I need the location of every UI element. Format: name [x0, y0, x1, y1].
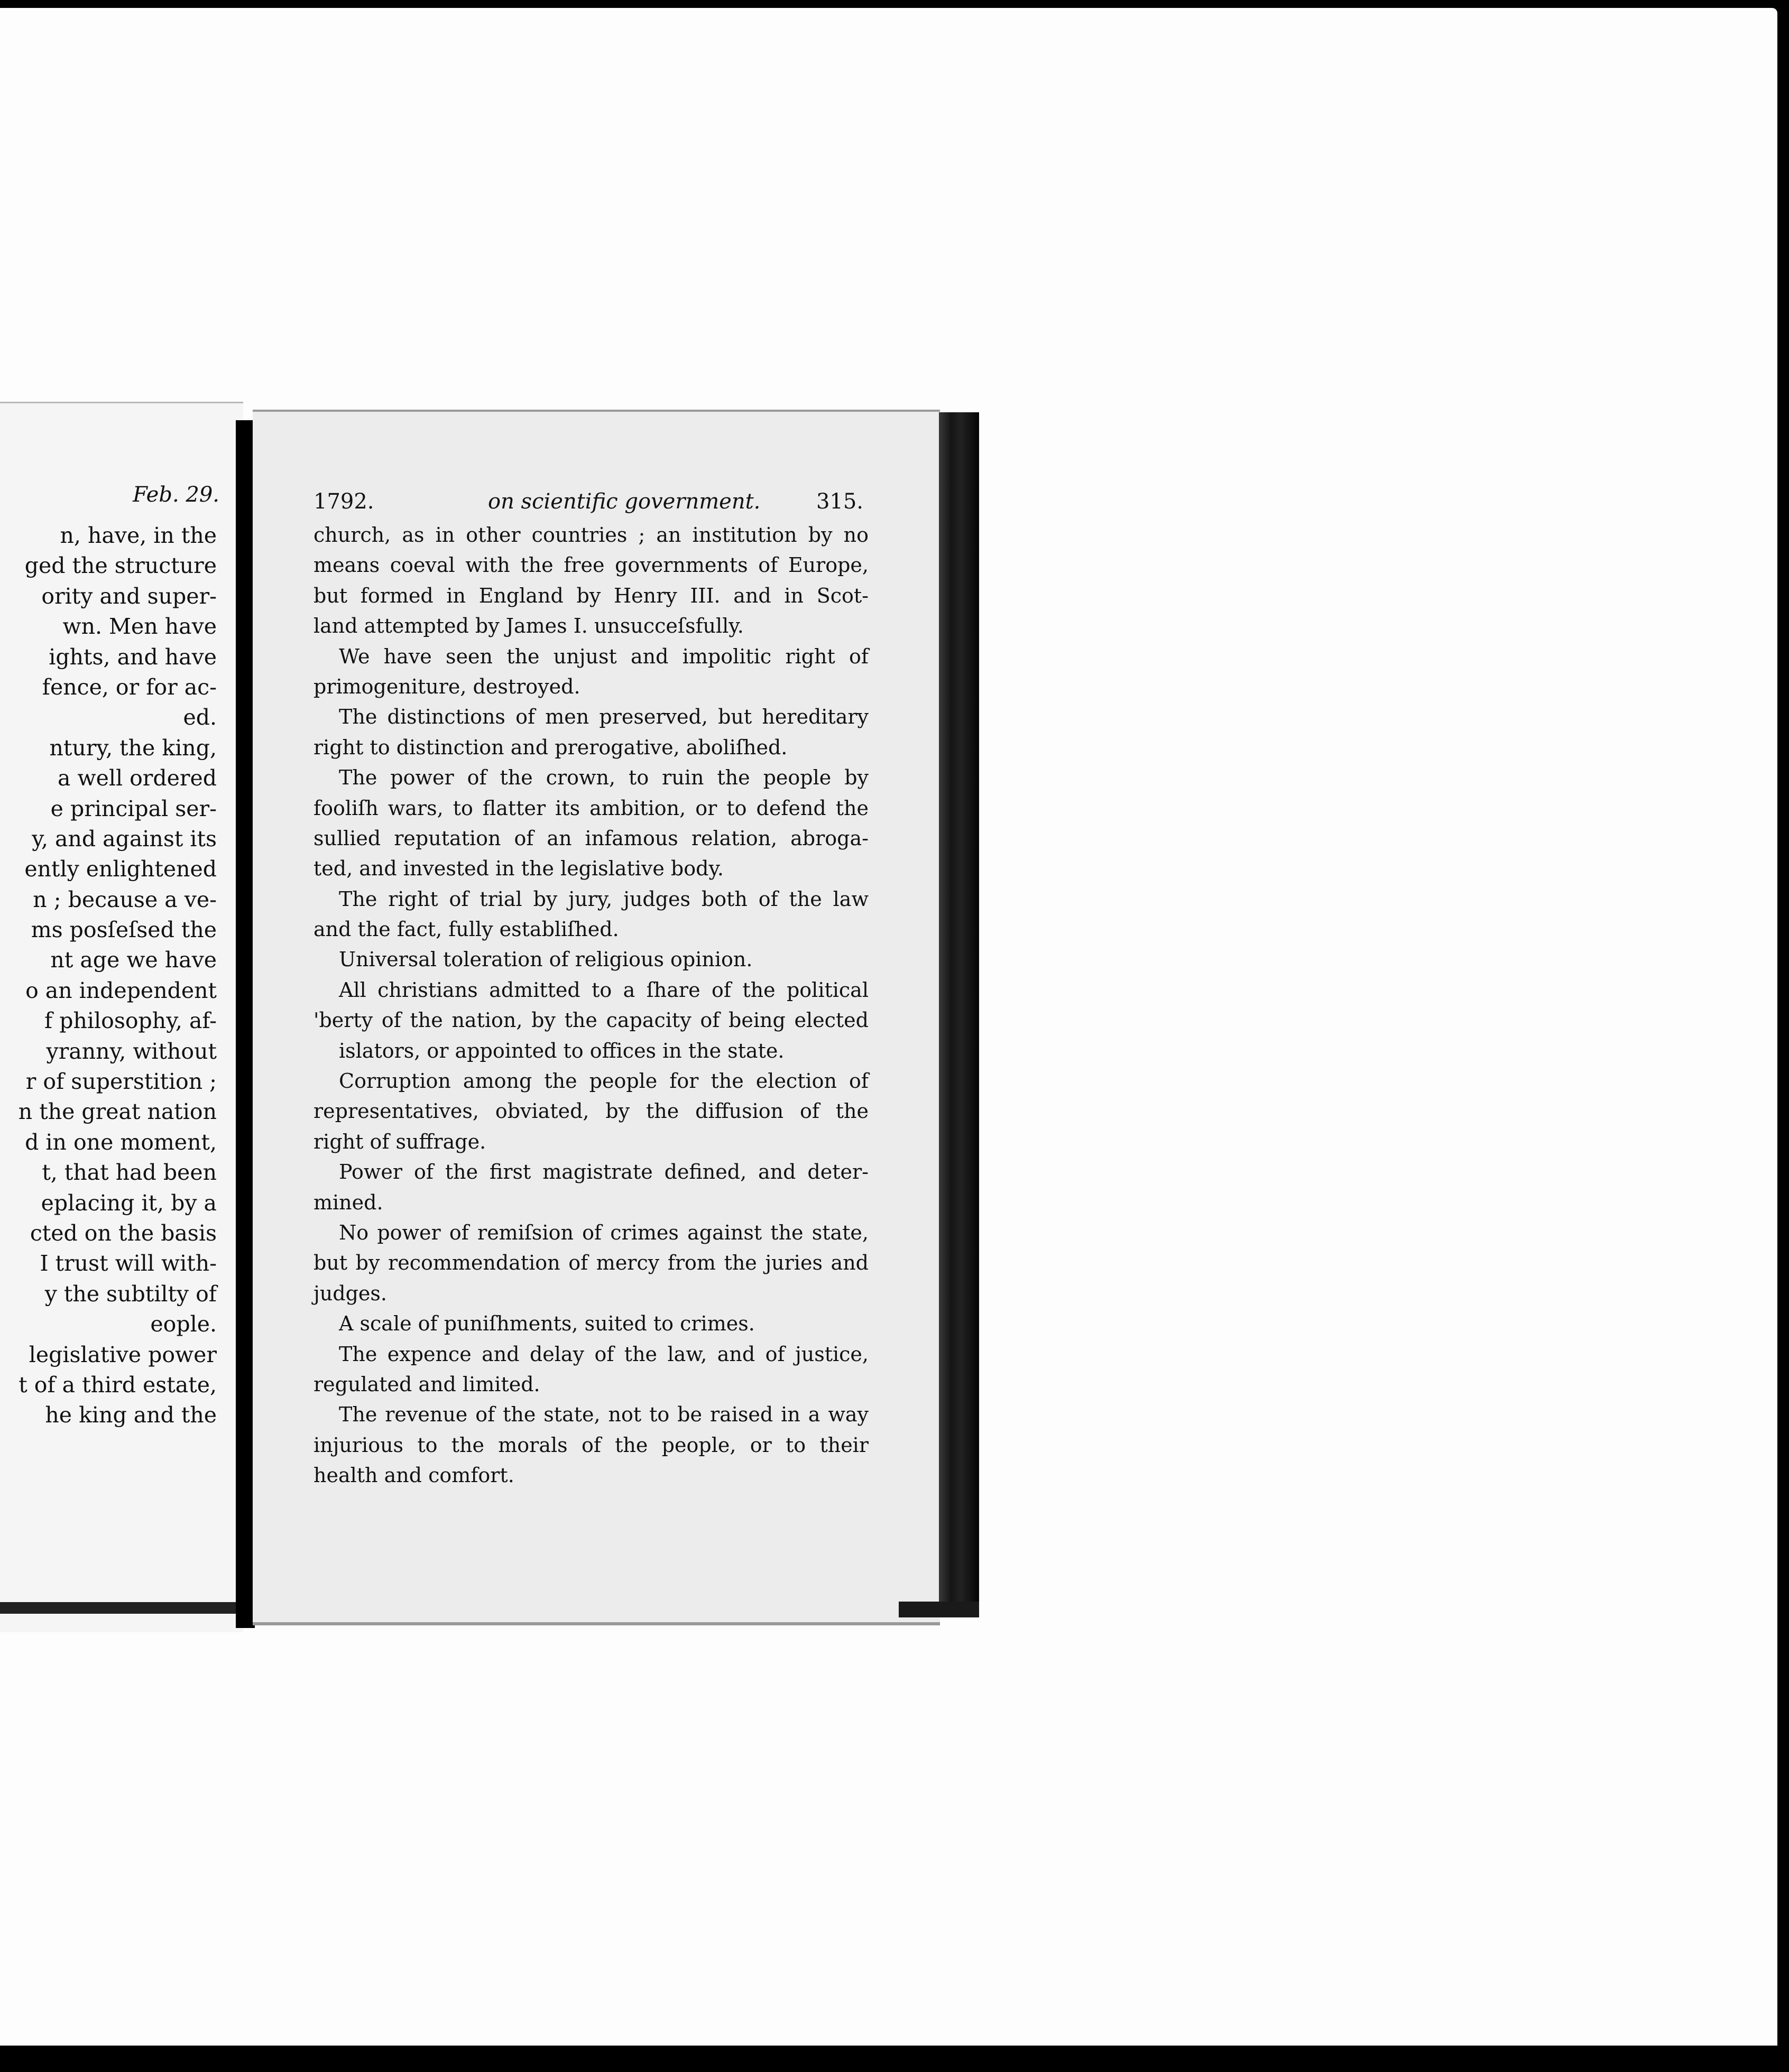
text-line: ted, and invested in the legislative body. [313, 857, 724, 881]
text-line: he king and the [45, 1402, 217, 1428]
text-line: ently enlightened [24, 856, 217, 882]
text-line: sullied reputation of an infamous relation, abroga- [313, 826, 869, 850]
text-line: Universal toleration of religious opinion. [339, 948, 753, 972]
text-line: representatives, obviated, by the diffusion of the [313, 1099, 869, 1123]
right-page-text [313, 520, 869, 1491]
text-line: regulated and limited. [313, 1372, 540, 1396]
text-line: but by recommendation of mercy from the juries and [313, 1251, 869, 1275]
running-head-year: 1792. [313, 489, 374, 514]
text-line: ority and super- [41, 583, 217, 609]
text-line: y, and against its [32, 826, 217, 852]
text-line: right of suffrage. [313, 1130, 486, 1153]
text-line: ms posſeſsed the [31, 917, 217, 943]
text-line: Power of the first magistrate defined, and deter- [339, 1160, 869, 1184]
text-line: No power of remiſsion of crimes against the state, [339, 1220, 869, 1244]
book-cover-corner [899, 1602, 979, 1617]
text-line: cted on the basis [30, 1220, 217, 1246]
text-line: t, that had been [42, 1160, 217, 1186]
right-page [253, 410, 940, 1622]
text-line: eplacing it, by a [41, 1190, 217, 1216]
left-page-bottom-rule [0, 1602, 243, 1614]
scan-bottom-border [0, 2046, 1789, 2072]
text-line: d in one moment, [25, 1129, 217, 1155]
text-line: wn. Men have [62, 614, 217, 640]
page-number: 315. [816, 489, 863, 514]
text-line: right to distinction and prerogative, aboliſhed. [313, 735, 788, 759]
text-line: ights, and have [49, 644, 217, 670]
left-running-head: Feb. 29. [133, 483, 219, 507]
text-line: The expence and delay of the law, and of justice, [339, 1342, 869, 1366]
book-page-edges [939, 412, 979, 1604]
text-line: ntury, the king, [49, 735, 217, 761]
text-line: eople. [150, 1311, 217, 1337]
text-line: ed. [183, 705, 217, 730]
text-line: primogeniture, destroyed. [313, 674, 580, 698]
text-line: The distinctions of men preserved, but hereditary [339, 705, 869, 729]
text-line: islators, or appointed to offices in the state. [339, 1039, 785, 1062]
text-line: The power of the crown, to ruin the people by [339, 766, 869, 790]
text-line: All christians admitted to a ſhare of the political [339, 978, 869, 1002]
text-line: Corruption among the people for the election of [339, 1069, 869, 1093]
text-line: 'berty of the nation, by the capacity of being elected [313, 1009, 869, 1032]
text-line: o an independent [25, 977, 217, 1003]
text-line: health and comfort. [313, 1464, 514, 1487]
text-line: The revenue of the state, not to be raised in a way [339, 1403, 869, 1427]
text-line: church, as in other countries ; an institution by no [313, 523, 869, 547]
text-line: We have seen the unjust and impolitic right of [339, 644, 869, 668]
text-line: means coeval with the free governments of Europe, [313, 553, 869, 577]
running-head-title: on scientific government. [488, 489, 761, 514]
text-line: ged the structure [24, 553, 217, 579]
text-line: a well ordered [58, 765, 217, 791]
left-page-text [0, 521, 217, 1431]
text-line: n the great nation [18, 1099, 217, 1125]
right-running-head [313, 489, 863, 517]
text-line: A scale of puniſhments, suited to crimes. [339, 1312, 755, 1336]
text-line: legislative power [29, 1342, 217, 1367]
page-tear-mark [824, 2013, 845, 2025]
text-line: land attempted by James I. unsucceſsfully. [313, 614, 744, 638]
text-line: I trust will with- [40, 1251, 217, 1276]
text-line: fence, or for ac- [42, 674, 217, 700]
text-line: judges. [313, 1281, 387, 1305]
text-line: The right of trial by jury, judges both of the law [339, 887, 869, 911]
text-line: t of a third estate, [19, 1372, 217, 1398]
text-line: fooliſh wars, to flatter its ambition, or to defend the [313, 796, 869, 820]
text-line: but formed in England by Henry III. and in Scot- [313, 584, 869, 607]
text-line: yranny, without [46, 1038, 217, 1064]
text-line: e principal ser- [50, 796, 217, 821]
text-line: injurious to the morals of the people, or to their [313, 1433, 869, 1457]
text-line: nt age we have [50, 947, 217, 973]
text-line: n, have, in the [60, 523, 217, 548]
left-page [0, 402, 243, 1632]
text-line: f philosophy, af- [44, 1008, 217, 1034]
text-line: mined. [313, 1190, 383, 1214]
text-line: r of superstition ; [25, 1069, 217, 1095]
text-line: n ; because a ve- [33, 886, 217, 912]
text-line: and the fact, fully establiſhed. [313, 918, 619, 941]
book-gutter [236, 420, 255, 1628]
text-line: y the subtilty of [44, 1281, 217, 1307]
